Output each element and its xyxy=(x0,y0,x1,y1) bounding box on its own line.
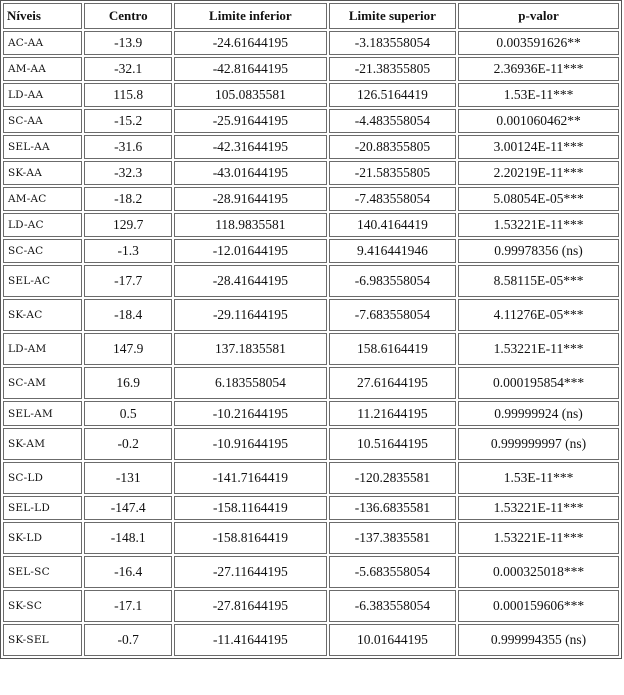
cell-nivel: SK-AM xyxy=(3,428,82,460)
cell-nivel: SK-AC xyxy=(3,299,82,331)
cell-limite-superior: -7.683558054 xyxy=(329,299,456,331)
cell-limite-superior: 9.416441946 xyxy=(329,239,456,263)
table-row xyxy=(3,135,619,159)
cell-centro: 0.5 xyxy=(84,401,172,426)
cell-nivel: LD-AM xyxy=(3,333,82,365)
cell-centro: 115.8 xyxy=(84,83,172,107)
cell-limite-superior: -20.88355805 xyxy=(329,135,456,159)
cell-p-valor: 0.000195854*** xyxy=(458,367,619,399)
cell-limite-inferior: -12.01644195 xyxy=(174,239,327,263)
table-row xyxy=(3,590,619,622)
cell-p-valor: 1.53E-11*** xyxy=(458,462,619,494)
cell-limite-inferior: -24.61644195 xyxy=(174,31,327,55)
cell-p-valor: 8.58115E-05*** xyxy=(458,265,619,297)
header-p-valor: p-valor xyxy=(458,3,619,29)
table-row xyxy=(3,31,619,55)
cell-limite-inferior: -42.31644195 xyxy=(174,135,327,159)
cell-centro: -17.7 xyxy=(84,265,172,297)
header-centro: Centro xyxy=(84,3,172,29)
cell-nivel: SC-LD xyxy=(3,462,82,494)
cell-limite-inferior: -43.01644195 xyxy=(174,161,327,185)
cell-limite-superior: -21.38355805 xyxy=(329,57,456,81)
cell-limite-superior: -21.58355805 xyxy=(329,161,456,185)
cell-centro: -131 xyxy=(84,462,172,494)
cell-limite-superior: -4.483558054 xyxy=(329,109,456,133)
cell-centro: -18.2 xyxy=(84,187,172,211)
cell-limite-superior: 27.61644195 xyxy=(329,367,456,399)
cell-p-valor: 1.53221E-11*** xyxy=(458,522,619,554)
cell-centro: 129.7 xyxy=(84,213,172,237)
table-row xyxy=(3,239,619,263)
cell-limite-superior: -5.683558054 xyxy=(329,556,456,588)
header-limite-inferior: Limite inferior xyxy=(174,3,327,29)
cell-limite-inferior: -11.41644195 xyxy=(174,624,327,656)
table-row xyxy=(3,367,619,399)
cell-limite-superior: 11.21644195 xyxy=(329,401,456,426)
cell-limite-superior: 126.5164419 xyxy=(329,83,456,107)
cell-limite-inferior: -28.91644195 xyxy=(174,187,327,211)
cell-limite-inferior: -27.81644195 xyxy=(174,590,327,622)
cell-nivel: SK-AA xyxy=(3,161,82,185)
header-limite-superior: Limite superior xyxy=(329,3,456,29)
cell-limite-inferior: -42.81644195 xyxy=(174,57,327,81)
cell-nivel: SEL-SC xyxy=(3,556,82,588)
cell-limite-inferior: 6.183558054 xyxy=(174,367,327,399)
cell-nivel: AC-AA xyxy=(3,31,82,55)
table-row xyxy=(3,109,619,133)
cell-limite-superior: 10.51644195 xyxy=(329,428,456,460)
table-row xyxy=(3,462,619,494)
cell-centro: -16.4 xyxy=(84,556,172,588)
cell-p-valor: 1.53221E-11*** xyxy=(458,213,619,237)
table-row xyxy=(3,522,619,554)
cell-limite-superior: -7.483558054 xyxy=(329,187,456,211)
cell-nivel: SC-AC xyxy=(3,239,82,263)
cell-limite-inferior: -27.11644195 xyxy=(174,556,327,588)
cell-nivel: SK-SEL xyxy=(3,624,82,656)
table-row xyxy=(3,333,619,365)
table-row xyxy=(3,624,619,656)
table-row xyxy=(3,265,619,297)
cell-centro: -0.2 xyxy=(84,428,172,460)
cell-nivel: SEL-AC xyxy=(3,265,82,297)
table-row xyxy=(3,57,619,81)
cell-limite-inferior: 118.9835581 xyxy=(174,213,327,237)
cell-p-valor: 0.001060462** xyxy=(458,109,619,133)
table-row xyxy=(3,187,619,211)
cell-centro: -32.3 xyxy=(84,161,172,185)
cell-limite-superior: 158.6164419 xyxy=(329,333,456,365)
cell-p-valor: 0.003591626** xyxy=(458,31,619,55)
cell-limite-superior: 140.4164419 xyxy=(329,213,456,237)
cell-centro: 16.9 xyxy=(84,367,172,399)
cell-p-valor: 4.11276E-05*** xyxy=(458,299,619,331)
table-row xyxy=(3,299,619,331)
table-header-row xyxy=(3,3,619,29)
cell-centro: -31.6 xyxy=(84,135,172,159)
cell-nivel: AM-AA xyxy=(3,57,82,81)
cell-p-valor: 2.36936E-11*** xyxy=(458,57,619,81)
table-row xyxy=(3,401,619,426)
cell-nivel: LD-AC xyxy=(3,213,82,237)
cell-limite-inferior: 105.0835581 xyxy=(174,83,327,107)
cell-p-valor: 0.000325018*** xyxy=(458,556,619,588)
cell-p-valor: 0.99999924 (ns) xyxy=(458,401,619,426)
cell-limite-superior: -137.3835581 xyxy=(329,522,456,554)
cell-p-valor: 5.08054E-05*** xyxy=(458,187,619,211)
cell-limite-inferior: -10.91644195 xyxy=(174,428,327,460)
cell-p-valor: 0.000159606*** xyxy=(458,590,619,622)
table-row xyxy=(3,496,619,520)
cell-limite-superior: -136.6835581 xyxy=(329,496,456,520)
cell-limite-inferior: 137.1835581 xyxy=(174,333,327,365)
cell-limite-superior: -6.983558054 xyxy=(329,265,456,297)
cell-centro: -0.7 xyxy=(84,624,172,656)
cell-limite-inferior: -25.91644195 xyxy=(174,109,327,133)
cell-centro: -147.4 xyxy=(84,496,172,520)
cell-nivel: SK-SC xyxy=(3,590,82,622)
table-row xyxy=(3,428,619,460)
cell-limite-inferior: -141.7164419 xyxy=(174,462,327,494)
cell-centro: 147.9 xyxy=(84,333,172,365)
cell-limite-superior: 10.01644195 xyxy=(329,624,456,656)
cell-centro: -17.1 xyxy=(84,590,172,622)
cell-centro: -1.3 xyxy=(84,239,172,263)
table-row xyxy=(3,83,619,107)
cell-limite-inferior: -29.11644195 xyxy=(174,299,327,331)
cell-nivel: SEL-AA xyxy=(3,135,82,159)
cell-nivel: SK-LD xyxy=(3,522,82,554)
cell-p-valor: 1.53221E-11*** xyxy=(458,333,619,365)
cell-limite-inferior: -158.1164419 xyxy=(174,496,327,520)
table-row xyxy=(3,213,619,237)
cell-centro: -13.9 xyxy=(84,31,172,55)
cell-nivel: LD-AA xyxy=(3,83,82,107)
cell-limite-superior: -6.383558054 xyxy=(329,590,456,622)
table-row xyxy=(3,556,619,588)
cell-p-valor: 2.20219E-11*** xyxy=(458,161,619,185)
cell-p-valor: 0.99978356 (ns) xyxy=(458,239,619,263)
cell-nivel: SC-AM xyxy=(3,367,82,399)
table-row xyxy=(3,161,619,185)
cell-limite-inferior: -28.41644195 xyxy=(174,265,327,297)
cell-nivel: SEL-AM xyxy=(3,401,82,426)
cell-nivel: SEL-LD xyxy=(3,496,82,520)
cell-centro: -148.1 xyxy=(84,522,172,554)
cell-limite-superior: -3.183558054 xyxy=(329,31,456,55)
cell-centro: -18.4 xyxy=(84,299,172,331)
cell-p-valor: 3.00124E-11*** xyxy=(458,135,619,159)
cell-p-valor: 1.53E-11*** xyxy=(458,83,619,107)
cell-nivel: SC-AA xyxy=(3,109,82,133)
cell-nivel: AM-AC xyxy=(3,187,82,211)
cell-centro: -32.1 xyxy=(84,57,172,81)
cell-limite-inferior: -158.8164419 xyxy=(174,522,327,554)
cell-limite-inferior: -10.21644195 xyxy=(174,401,327,426)
cell-limite-superior: -120.2835581 xyxy=(329,462,456,494)
cell-centro: -15.2 xyxy=(84,109,172,133)
cell-p-valor: 1.53221E-11*** xyxy=(458,496,619,520)
header-niveis: Níveis xyxy=(3,3,82,29)
cell-p-valor: 0.999994355 (ns) xyxy=(458,624,619,656)
cell-p-valor: 0.999999997 (ns) xyxy=(458,428,619,460)
